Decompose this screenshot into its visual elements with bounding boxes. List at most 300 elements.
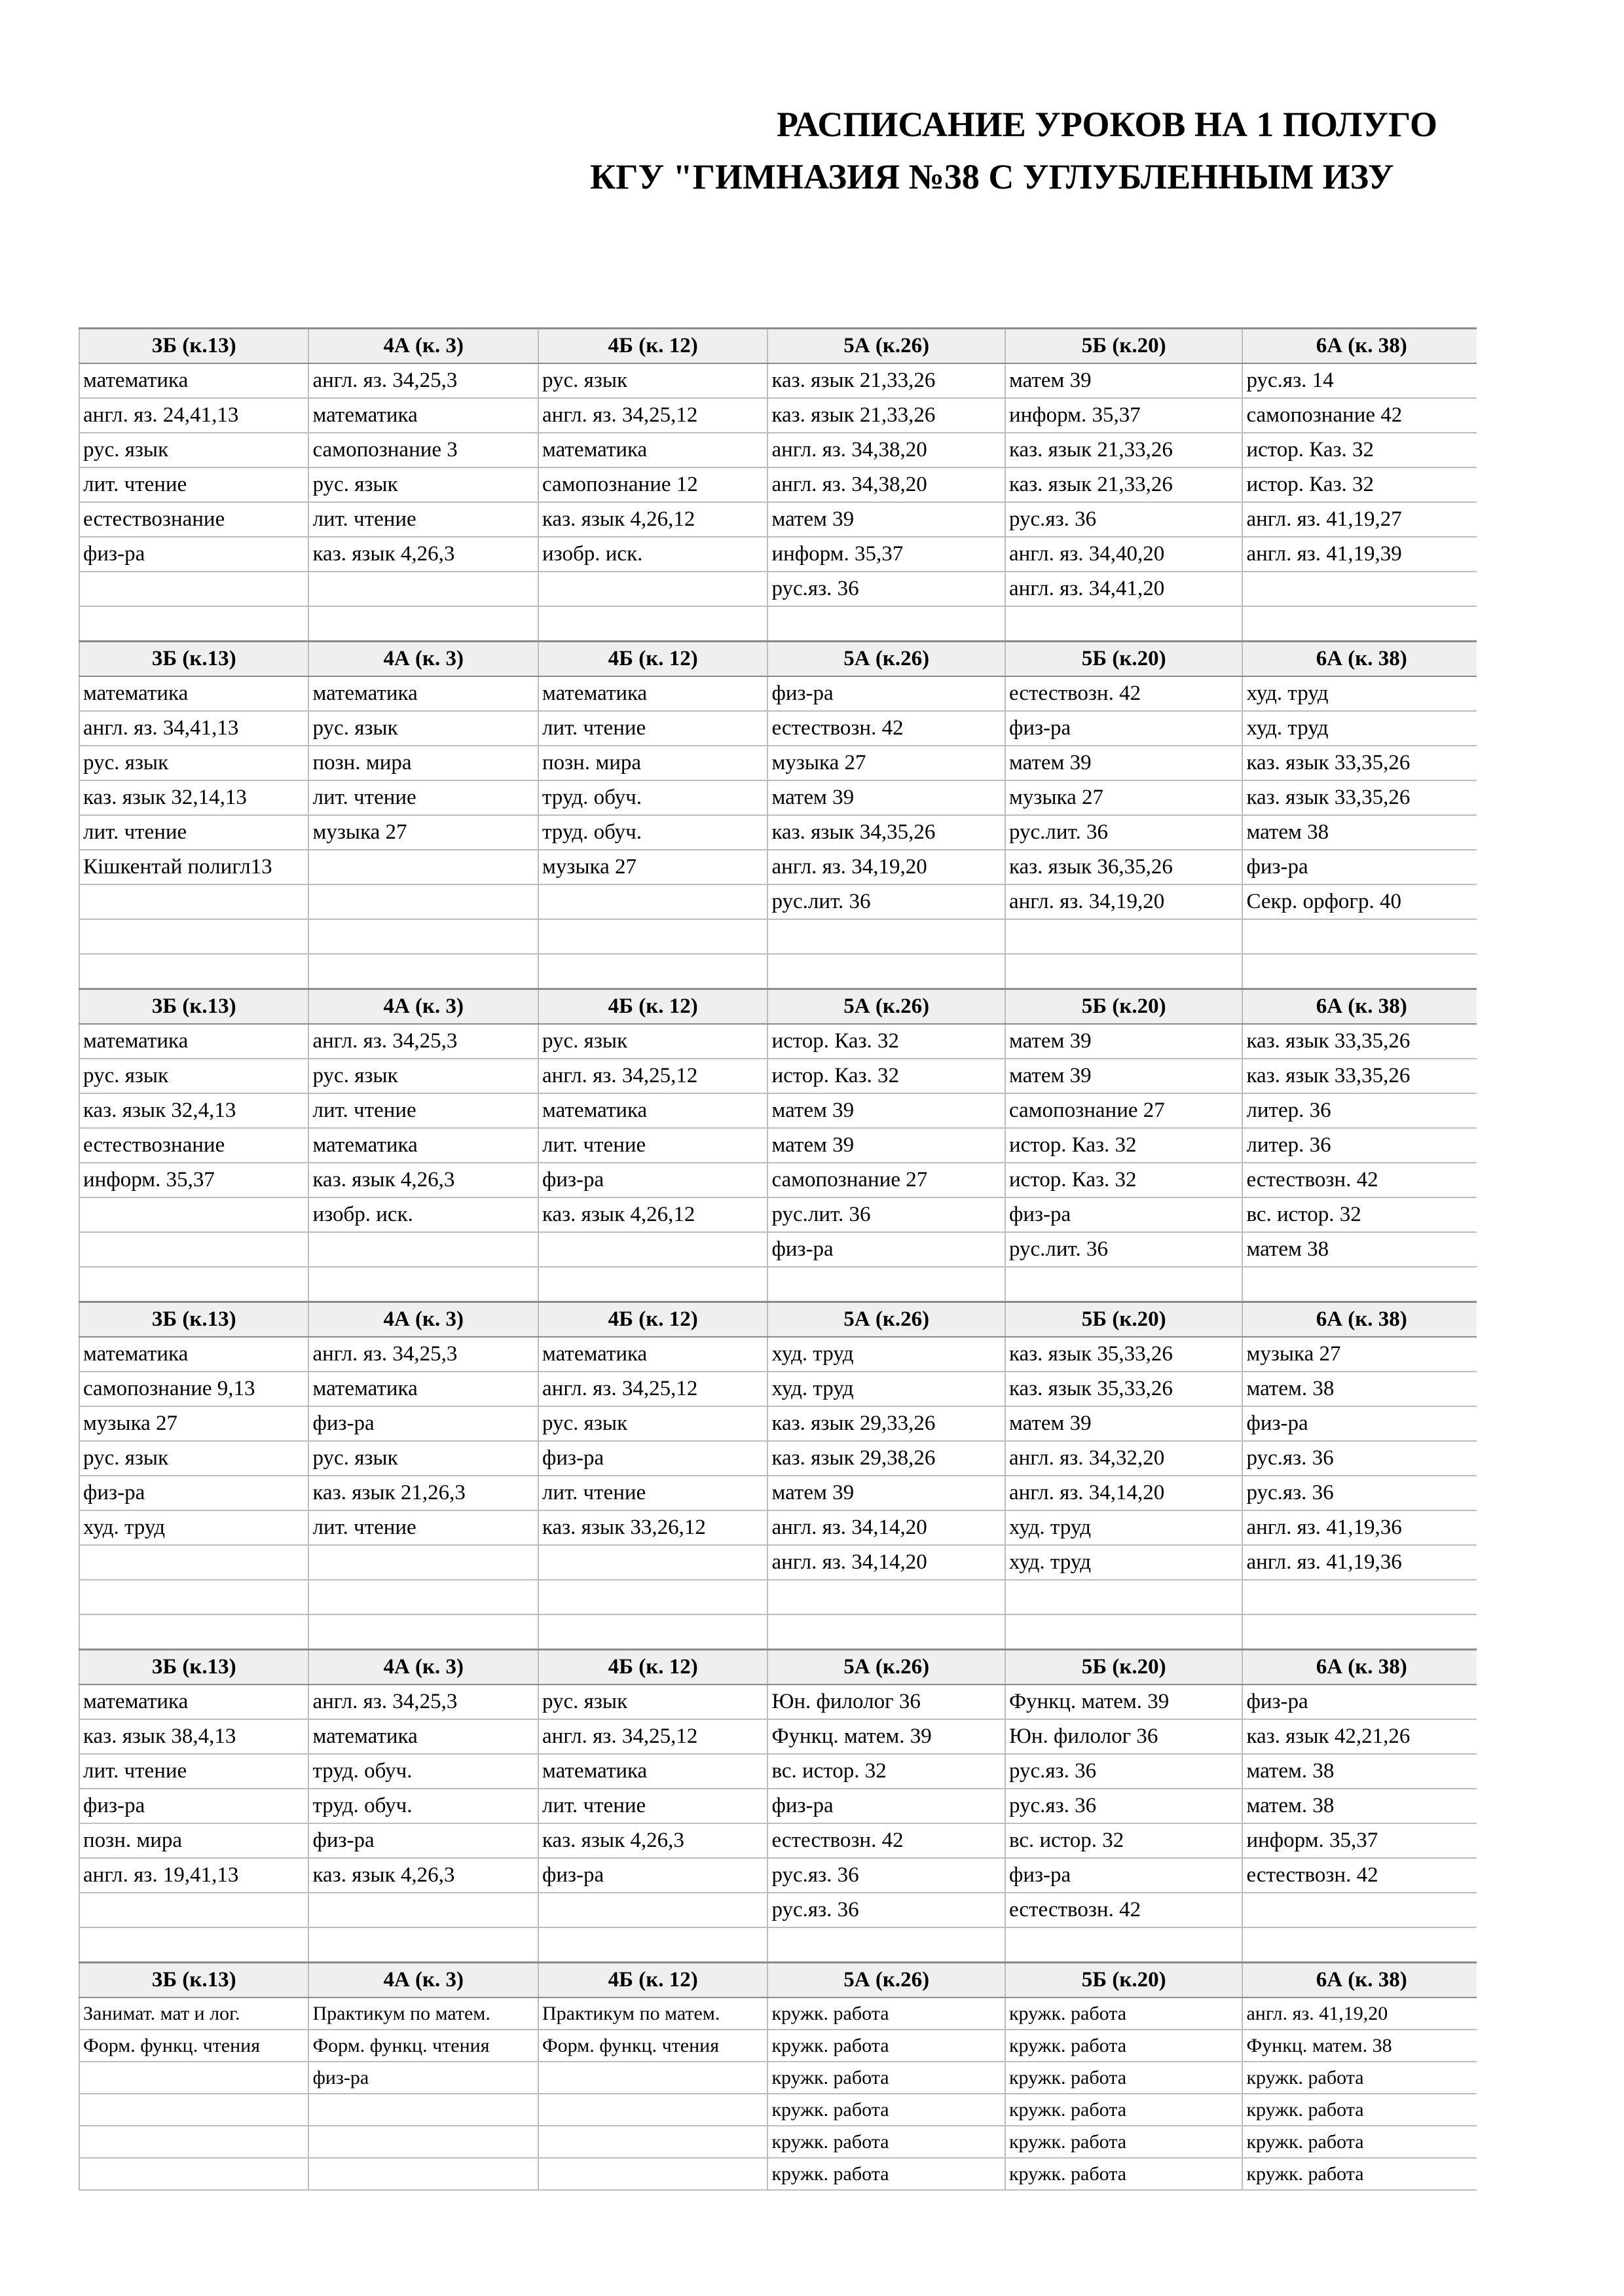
- spacer-row: [79, 1267, 1477, 1302]
- lesson-row: [79, 815, 1477, 850]
- empty-cell: [538, 606, 767, 642]
- lesson-cell: англ. яз. 34,40,20: [1005, 537, 1243, 572]
- empty-cell: [538, 1267, 767, 1302]
- lesson-cell: Функц. матем. 39: [1005, 1685, 1243, 1719]
- empty-cell: [767, 606, 1005, 642]
- lesson-cell: труд. обуч.: [308, 1789, 538, 1823]
- lesson-cell: позн. мира: [538, 746, 767, 780]
- empty-cell: [1005, 954, 1243, 989]
- lesson-cell: [538, 572, 767, 606]
- lesson-cell: самопознание 27: [1005, 1093, 1243, 1128]
- lesson-row: [79, 1337, 1477, 1372]
- class-header-row: [79, 642, 1477, 677]
- lesson-cell: кружк. работа: [1242, 2158, 1477, 2190]
- lesson-cell: музыка 27: [767, 746, 1005, 780]
- lesson-cell: кружк. работа: [1005, 2158, 1243, 2190]
- lesson-cell: Юн. филолог 36: [767, 1685, 1005, 1719]
- lesson-cell: кружк. работа: [1005, 2030, 1243, 2062]
- lesson-cell: матем 39: [1005, 1024, 1243, 1059]
- lesson-cell: матем. 38: [1242, 1372, 1477, 1406]
- lesson-cell: худ. труд: [1005, 1510, 1243, 1545]
- lesson-cell: англ. яз. 41,19,36: [1242, 1510, 1477, 1545]
- lesson-cell: Форм. функц. чтения: [538, 2030, 767, 2062]
- lesson-cell: каз. язык 35,33,26: [1005, 1372, 1243, 1406]
- lesson-cell: [79, 2126, 308, 2158]
- empty-cell: [767, 1614, 1005, 1650]
- lesson-cell: англ. яз. 34,25,12: [538, 1372, 767, 1406]
- lesson-cell: англ. яз. 34,38,20: [767, 433, 1005, 467]
- lesson-cell: информ. 35,37: [1242, 1823, 1477, 1858]
- lesson-row: [79, 676, 1477, 711]
- lesson-cell: англ. яз. 34,41,13: [79, 711, 308, 746]
- page-title: РАСПИСАНИЕ УРОКОВ НА 1 ПОЛУГО: [777, 105, 1438, 144]
- lesson-cell: рус.яз. 36: [767, 1858, 1005, 1893]
- lesson-cell: каз. язык 42,21,26: [1242, 1719, 1477, 1754]
- lesson-cell: каз. язык 33,35,26: [1242, 746, 1477, 780]
- empty-cell: [79, 954, 308, 989]
- empty-cell: [767, 919, 1005, 954]
- lesson-cell: естествозн. 42: [1005, 676, 1243, 711]
- lesson-cell: Юн. филолог 36: [1005, 1719, 1243, 1754]
- lesson-cell: каз. язык 33,35,26: [1242, 1059, 1477, 1093]
- empty-cell: [308, 1614, 538, 1650]
- lesson-cell: каз. язык 21,33,26: [1005, 433, 1243, 467]
- lesson-cell: каз. язык 32,14,13: [79, 780, 308, 815]
- lesson-cell: рус. язык: [308, 467, 538, 502]
- lesson-cell: лит. чтение: [308, 502, 538, 537]
- lesson-row: [79, 1059, 1477, 1093]
- lesson-cell: кружк. работа: [767, 2062, 1005, 2094]
- lesson-row: [79, 2030, 1477, 2062]
- lesson-cell: рус. язык: [538, 363, 767, 398]
- spacer-row: [79, 1927, 1477, 1963]
- class-header-cell: 5А (к.26): [767, 1963, 1005, 1998]
- lesson-cell: каз. язык 4,26,3: [308, 1163, 538, 1197]
- lesson-row: [79, 1128, 1477, 1163]
- class-header-cell: 6А (к. 38): [1242, 329, 1477, 364]
- lesson-row: [79, 1545, 1477, 1580]
- lesson-cell: кружк. работа: [1005, 2062, 1243, 2094]
- lesson-row: [79, 1441, 1477, 1476]
- lesson-cell: истор. Каз. 32: [1005, 1128, 1243, 1163]
- lesson-row: [79, 1893, 1477, 1927]
- lesson-cell: Практикум по матем.: [308, 1997, 538, 2030]
- lesson-cell: каз. язык 38,4,13: [79, 1719, 308, 1754]
- lesson-cell: рус. язык: [79, 1441, 308, 1476]
- lesson-cell: позн. мира: [79, 1823, 308, 1858]
- lesson-cell: матем 39: [1005, 1059, 1243, 1093]
- lesson-cell: англ. яз. 34,38,20: [767, 467, 1005, 502]
- lesson-cell: худ. труд: [79, 1510, 308, 1545]
- class-header-cell: 4Б (к. 12): [538, 989, 767, 1025]
- spacer-row: [79, 954, 1477, 989]
- lesson-cell: рус.яз. 36: [1242, 1476, 1477, 1510]
- empty-cell: [1242, 1580, 1477, 1614]
- lesson-row: [79, 1476, 1477, 1510]
- lesson-cell: лит. чтение: [538, 1789, 767, 1823]
- lesson-cell: рус. язык: [538, 1685, 767, 1719]
- lesson-cell: матем 38: [1242, 815, 1477, 850]
- lesson-row: [79, 1093, 1477, 1128]
- class-header-cell: 4Б (к. 12): [538, 642, 767, 677]
- lesson-cell: [538, 2094, 767, 2126]
- lesson-cell: кружк. работа: [767, 2158, 1005, 2190]
- lesson-cell: истор. Каз. 32: [1242, 433, 1477, 467]
- class-header-cell: 5А (к.26): [767, 1650, 1005, 1685]
- empty-cell: [1005, 1580, 1243, 1614]
- lesson-cell: матем 39: [767, 1128, 1005, 1163]
- lesson-cell: англ. яз. 34,19,20: [767, 850, 1005, 884]
- lesson-cell: [538, 1545, 767, 1580]
- lesson-cell: физ-ра: [538, 1858, 767, 1893]
- lesson-cell: литер. 36: [1242, 1128, 1477, 1163]
- lesson-cell: математика: [79, 1337, 308, 1372]
- empty-cell: [79, 1267, 308, 1302]
- lesson-cell: матем 39: [767, 1476, 1005, 1510]
- lesson-row: [79, 1823, 1477, 1858]
- empty-cell: [308, 1580, 538, 1614]
- lesson-cell: физ-ра: [767, 676, 1005, 711]
- lesson-cell: матем 39: [767, 502, 1005, 537]
- class-header-cell: 5А (к.26): [767, 642, 1005, 677]
- class-header-cell: 3Б (к.13): [79, 329, 308, 364]
- lesson-cell: рус. язык: [538, 1406, 767, 1441]
- lesson-cell: самопознание 9,13: [79, 1372, 308, 1406]
- lesson-cell: [79, 884, 308, 919]
- empty-cell: [767, 954, 1005, 989]
- class-header-cell: 6А (к. 38): [1242, 1650, 1477, 1685]
- lesson-row: [79, 1997, 1477, 2030]
- lesson-cell: естествозн. 42: [767, 711, 1005, 746]
- lesson-cell: англ. яз. 34,25,3: [308, 1024, 538, 1059]
- lesson-cell: кружк. работа: [767, 2126, 1005, 2158]
- empty-cell: [538, 954, 767, 989]
- class-header-cell: 5Б (к.20): [1005, 1963, 1243, 1998]
- empty-cell: [308, 1927, 538, 1963]
- class-header-cell: 5Б (к.20): [1005, 329, 1243, 364]
- lesson-cell: естествозн. 42: [1242, 1858, 1477, 1893]
- lesson-row: [79, 1197, 1477, 1232]
- lesson-cell: англ. яз. 34,25,12: [538, 398, 767, 433]
- lesson-cell: истор. Каз. 32: [767, 1024, 1005, 1059]
- lesson-cell: истор. Каз. 32: [1005, 1163, 1243, 1197]
- empty-cell: [1005, 1267, 1243, 1302]
- lesson-cell: физ-ра: [767, 1789, 1005, 1823]
- class-header-row: [79, 989, 1477, 1025]
- lesson-row: [79, 1406, 1477, 1441]
- class-header-cell: 5Б (к.20): [1005, 1650, 1243, 1685]
- lesson-cell: рус.яз. 36: [767, 1893, 1005, 1927]
- lesson-cell: каз. язык 4,26,3: [308, 537, 538, 572]
- lesson-cell: [538, 2062, 767, 2094]
- lesson-cell: англ. яз. 34,32,20: [1005, 1441, 1243, 1476]
- lesson-row: [79, 2158, 1477, 2190]
- empty-cell: [308, 606, 538, 642]
- lesson-row: [79, 1789, 1477, 1823]
- lesson-cell: [538, 1893, 767, 1927]
- lesson-row: [79, 537, 1477, 572]
- lesson-cell: физ-ра: [79, 1476, 308, 1510]
- lesson-cell: рус.яз. 36: [1005, 502, 1243, 537]
- lesson-cell: рус.яз. 36: [1005, 1789, 1243, 1823]
- empty-cell: [1242, 1614, 1477, 1650]
- lesson-cell: англ. яз. 41,19,20: [1242, 1997, 1477, 2030]
- lesson-cell: [308, 1545, 538, 1580]
- lesson-cell: лит. чтение: [538, 1128, 767, 1163]
- lesson-cell: физ-ра: [1242, 1406, 1477, 1441]
- lesson-row: [79, 780, 1477, 815]
- lesson-cell: матем 39: [767, 780, 1005, 815]
- lesson-row: [79, 1372, 1477, 1406]
- empty-cell: [79, 606, 308, 642]
- lesson-cell: англ. яз. 34,25,3: [308, 1685, 538, 1719]
- lesson-cell: [308, 2126, 538, 2158]
- lesson-cell: физ-ра: [79, 537, 308, 572]
- lesson-cell: рус.лит. 36: [1005, 815, 1243, 850]
- lesson-cell: англ. яз. 34,25,3: [308, 1337, 538, 1372]
- lesson-row: [79, 711, 1477, 746]
- lesson-cell: рус. язык: [308, 1441, 538, 1476]
- lesson-cell: литер. 36: [1242, 1093, 1477, 1128]
- class-header-cell: 5Б (к.20): [1005, 642, 1243, 677]
- lesson-cell: каз. язык 21,33,26: [767, 398, 1005, 433]
- lesson-cell: труд. обуч.: [308, 1754, 538, 1789]
- lesson-cell: каз. язык 4,26,12: [538, 1197, 767, 1232]
- lesson-cell: матем. 38: [1242, 1754, 1477, 1789]
- lesson-cell: англ. яз. 34,14,20: [767, 1545, 1005, 1580]
- lesson-cell: физ-ра: [308, 1406, 538, 1441]
- class-header-cell: 3Б (к.13): [79, 1650, 308, 1685]
- lesson-cell: рус. язык: [308, 1059, 538, 1093]
- lesson-cell: рус.лит. 36: [767, 1197, 1005, 1232]
- lesson-cell: Форм. функц. чтения: [79, 2030, 308, 2062]
- lesson-cell: [79, 1232, 308, 1267]
- lesson-cell: [308, 1893, 538, 1927]
- lesson-cell: [538, 2158, 767, 2190]
- empty-cell: [79, 1580, 308, 1614]
- lesson-row: [79, 467, 1477, 502]
- lesson-cell: кружк. работа: [1005, 1997, 1243, 2030]
- empty-cell: [308, 954, 538, 989]
- lesson-cell: каз. язык 36,35,26: [1005, 850, 1243, 884]
- lesson-row: [79, 1163, 1477, 1197]
- lesson-cell: англ. яз. 41,19,36: [1242, 1545, 1477, 1580]
- lesson-cell: каз. язык 32,4,13: [79, 1093, 308, 1128]
- spacer-row: [79, 1580, 1477, 1614]
- lesson-cell: физ-ра: [79, 1789, 308, 1823]
- lesson-cell: [1242, 572, 1477, 606]
- empty-cell: [538, 919, 767, 954]
- lesson-cell: Практикум по матем.: [538, 1997, 767, 2030]
- empty-cell: [538, 1927, 767, 1963]
- lesson-cell: худ. труд: [1242, 676, 1477, 711]
- lesson-cell: естествознание: [79, 1128, 308, 1163]
- lesson-cell: естествознание: [79, 502, 308, 537]
- class-header-cell: 5А (к.26): [767, 1302, 1005, 1338]
- lesson-cell: рус. язык: [538, 1024, 767, 1059]
- lesson-cell: музыка 27: [1242, 1337, 1477, 1372]
- class-header-cell: 4А (к. 3): [308, 1963, 538, 1998]
- lesson-cell: кружк. работа: [1242, 2126, 1477, 2158]
- lesson-cell: каз. язык 21,33,26: [767, 363, 1005, 398]
- lesson-cell: [308, 2158, 538, 2190]
- class-header-row: [79, 1302, 1477, 1338]
- empty-cell: [79, 1614, 308, 1650]
- spacer-row: [79, 1614, 1477, 1650]
- lesson-cell: физ-ра: [1005, 1858, 1243, 1893]
- lesson-row: [79, 1754, 1477, 1789]
- empty-cell: [308, 1267, 538, 1302]
- lesson-cell: физ-ра: [1005, 1197, 1243, 1232]
- class-header-cell: 6А (к. 38): [1242, 1302, 1477, 1338]
- class-header-cell: 4Б (к. 12): [538, 1650, 767, 1685]
- empty-cell: [79, 919, 308, 954]
- class-header-cell: 4Б (к. 12): [538, 329, 767, 364]
- lesson-cell: рус.лит. 36: [767, 884, 1005, 919]
- empty-cell: [1242, 954, 1477, 989]
- lesson-cell: математика: [79, 1685, 308, 1719]
- lesson-cell: Занимат. мат и лог.: [79, 1997, 308, 2030]
- lesson-row: [79, 363, 1477, 398]
- lesson-cell: каз. язык 4,26,3: [538, 1823, 767, 1858]
- class-header-cell: 4А (к. 3): [308, 1302, 538, 1338]
- lesson-cell: англ. яз. 34,41,20: [1005, 572, 1243, 606]
- empty-cell: [538, 1580, 767, 1614]
- lesson-cell: рус.яз. 36: [1242, 1441, 1477, 1476]
- lesson-cell: музыка 27: [538, 850, 767, 884]
- lesson-cell: математика: [79, 676, 308, 711]
- lesson-row: [79, 1858, 1477, 1893]
- lesson-cell: матем 39: [1005, 1406, 1243, 1441]
- lesson-cell: самопознание 3: [308, 433, 538, 467]
- empty-cell: [1005, 919, 1243, 954]
- class-header-cell: 3Б (к.13): [79, 642, 308, 677]
- lesson-cell: каз. язык 33,35,26: [1242, 1024, 1477, 1059]
- empty-cell: [1005, 606, 1243, 642]
- lesson-cell: англ. яз. 19,41,13: [79, 1858, 308, 1893]
- lesson-row: [79, 502, 1477, 537]
- lesson-cell: самопознание 12: [538, 467, 767, 502]
- lesson-row: [79, 1510, 1477, 1545]
- lesson-cell: вс. истор. 32: [1242, 1197, 1477, 1232]
- lesson-cell: [79, 2062, 308, 2094]
- lesson-cell: [79, 1893, 308, 1927]
- lesson-cell: Функц. матем. 38: [1242, 2030, 1477, 2062]
- lesson-cell: математика: [308, 676, 538, 711]
- empty-cell: [767, 1580, 1005, 1614]
- lesson-row: [79, 884, 1477, 919]
- empty-cell: [1005, 1614, 1243, 1650]
- empty-cell: [538, 1614, 767, 1650]
- class-header-cell: 5А (к.26): [767, 329, 1005, 364]
- lesson-cell: [308, 850, 538, 884]
- lesson-row: [79, 1685, 1477, 1719]
- empty-cell: [1242, 1267, 1477, 1302]
- lesson-cell: Форм. функц. чтения: [308, 2030, 538, 2062]
- lesson-row: [79, 398, 1477, 433]
- lesson-cell: [79, 1197, 308, 1232]
- lesson-cell: кружк. работа: [1005, 2126, 1243, 2158]
- lesson-cell: [308, 572, 538, 606]
- lesson-cell: математика: [308, 398, 538, 433]
- lesson-cell: кружк. работа: [767, 2094, 1005, 2126]
- lesson-cell: [79, 2158, 308, 2190]
- lesson-cell: англ. яз. 41,19,39: [1242, 537, 1477, 572]
- lesson-row: [79, 1024, 1477, 1059]
- lesson-cell: естествозн. 42: [1005, 1893, 1243, 1927]
- lesson-cell: каз. язык 29,38,26: [767, 1441, 1005, 1476]
- lesson-row: [79, 850, 1477, 884]
- lesson-cell: лит. чтение: [308, 1093, 538, 1128]
- lesson-cell: [538, 2126, 767, 2158]
- lesson-row: [79, 2094, 1477, 2126]
- lesson-cell: естествозн. 42: [767, 1823, 1005, 1858]
- page-subtitle: КГУ "ГИМНАЗИЯ №38 С УГЛУБЛЕННЫМ ИЗУ: [590, 157, 1394, 196]
- lesson-cell: каз. язык 4,26,12: [538, 502, 767, 537]
- empty-cell: [308, 919, 538, 954]
- lesson-cell: каз. язык 21,26,3: [308, 1476, 538, 1510]
- lesson-cell: физ-ра: [1242, 1685, 1477, 1719]
- class-header-cell: 5Б (к.20): [1005, 1302, 1243, 1338]
- lesson-cell: физ-ра: [767, 1232, 1005, 1267]
- empty-cell: [1242, 606, 1477, 642]
- lesson-cell: англ. яз. 34,25,12: [538, 1059, 767, 1093]
- lesson-cell: физ-ра: [538, 1163, 767, 1197]
- lesson-cell: [308, 2094, 538, 2126]
- lesson-cell: [308, 1232, 538, 1267]
- lesson-cell: кружк. работа: [767, 2030, 1005, 2062]
- lesson-cell: математика: [538, 676, 767, 711]
- lesson-cell: физ-ра: [308, 1823, 538, 1858]
- class-header-cell: 3Б (к.13): [79, 1302, 308, 1338]
- lesson-cell: музыка 27: [308, 815, 538, 850]
- lesson-cell: кружк. работа: [1242, 2094, 1477, 2126]
- class-header-cell: 6А (к. 38): [1242, 989, 1477, 1025]
- lesson-cell: математика: [538, 1093, 767, 1128]
- lesson-cell: матем 39: [1005, 746, 1243, 780]
- lesson-cell: лит. чтение: [308, 780, 538, 815]
- lesson-cell: вс. истор. 32: [1005, 1823, 1243, 1858]
- lesson-cell: кружк. работа: [767, 1997, 1005, 2030]
- class-header-cell: 4А (к. 3): [308, 642, 538, 677]
- class-header-cell: 5Б (к.20): [1005, 989, 1243, 1025]
- lesson-cell: физ-ра: [538, 1441, 767, 1476]
- lesson-cell: изобр. иск.: [538, 537, 767, 572]
- lesson-cell: математика: [79, 1024, 308, 1059]
- lesson-cell: [79, 2094, 308, 2126]
- lesson-cell: самопознание 27: [767, 1163, 1005, 1197]
- lesson-cell: позн. мира: [308, 746, 538, 780]
- lesson-cell: англ. яз. 34,14,20: [1005, 1476, 1243, 1510]
- lesson-cell: худ. труд: [1242, 711, 1477, 746]
- lesson-cell: рус. язык: [308, 711, 538, 746]
- lesson-cell: рус. язык: [79, 1059, 308, 1093]
- empty-cell: [767, 1267, 1005, 1302]
- empty-cell: [767, 1927, 1005, 1963]
- class-header-cell: 4А (к. 3): [308, 1650, 538, 1685]
- empty-cell: [1242, 919, 1477, 954]
- lesson-row: [79, 572, 1477, 606]
- class-header-row: [79, 1650, 1477, 1685]
- lesson-cell: [538, 884, 767, 919]
- lesson-cell: Функц. матем. 39: [767, 1719, 1005, 1754]
- class-header-cell: 4А (к. 3): [308, 329, 538, 364]
- lesson-cell: самопознание 42: [1242, 398, 1477, 433]
- lesson-cell: [1242, 1893, 1477, 1927]
- lesson-cell: англ. яз. 34,25,3: [308, 363, 538, 398]
- lesson-cell: англ. яз. 34,14,20: [767, 1510, 1005, 1545]
- lesson-cell: каз. язык 29,33,26: [767, 1406, 1005, 1441]
